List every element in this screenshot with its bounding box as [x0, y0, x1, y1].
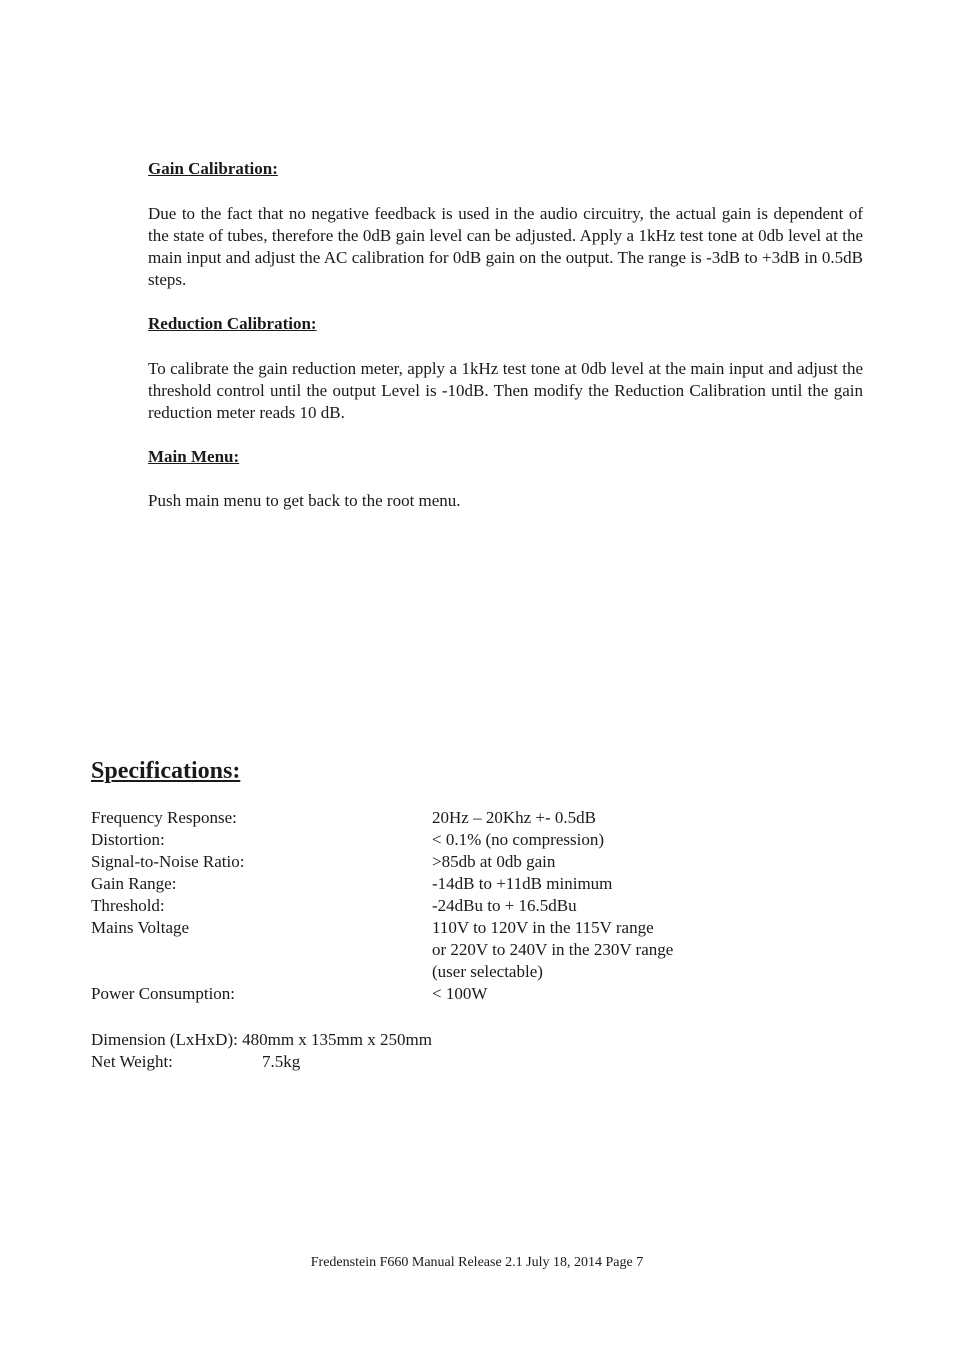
spec-label: Signal-to-Noise Ratio: [91, 852, 245, 871]
spec-value: < 0.1% (no compression) [432, 830, 605, 849]
spec-row [91, 961, 791, 983]
dimension-row [91, 1029, 432, 1051]
gain-calibration-heading: Gain Calibration: [148, 159, 278, 178]
weight-row [91, 1051, 432, 1073]
spec-row [91, 829, 791, 851]
spec-value: 20Hz – 20Khz +- 0.5dB [432, 808, 596, 827]
page-footer: Fredenstein F660 Manual Release 2.1 July 18, 2014 Page 7 [310, 1255, 644, 1270]
spec-value: (user selectable) [432, 962, 543, 981]
main-menu-text: Push main menu to get back to the root menu. [148, 491, 461, 510]
spec-value: < 100W [432, 984, 488, 1003]
spec-row [91, 873, 791, 895]
gain-calibration-text: Due to the fact that no negative feedback is used in the audio circuitry, the actual gain is dependent of the state of tubes, therefore the 0dB gain level can be adjusted. Apply a 1kHz test tone at 0db level at the main input and adjust the AC calibration for 0dB gain on the output. The range is -3dB to +3dB in 0.5dB steps. [148, 204, 863, 289]
weight-label: Net Weight: [91, 1052, 173, 1071]
spec-value: -14dB to +11dB minimum [432, 874, 613, 893]
spec-value: >85db at 0db gain [432, 852, 556, 871]
spec-label: Frequency Response: [91, 808, 237, 827]
spec-label: Mains Voltage [91, 918, 190, 937]
dimensions-block [91, 1029, 432, 1073]
spec-label [91, 939, 432, 961]
main-menu-heading: Main Menu: [148, 447, 240, 466]
spec-value: or 220V to 240V in the 230V range [432, 940, 674, 959]
spec-row [91, 851, 791, 873]
spec-row [91, 983, 791, 1005]
spec-label: Threshold: [91, 896, 165, 915]
dimension-value: 480mm x 135mm x 250mm [242, 1030, 432, 1049]
specifications-title: Specifications: [91, 758, 241, 784]
reduction-calibration-text: To calibrate the gain reduction meter, apply a 1kHz test tone at 0db level at the main input and adjust the threshold control until the output Level is -10dB. Then modify the Reduction Calibration until the gain reduction meter reads 10 dB. [148, 359, 863, 422]
specifications-table [91, 807, 791, 1005]
spec-label [91, 961, 432, 983]
spec-label: Gain Range: [91, 874, 177, 893]
spec-value: -24dBu to + 16.5dBu [432, 896, 577, 915]
weight-value: 7.5kg [262, 1052, 301, 1071]
spec-label: Distortion: [91, 830, 165, 849]
spec-row [91, 895, 791, 917]
spec-row [91, 939, 791, 961]
spec-row [91, 917, 791, 939]
spec-row [91, 807, 791, 829]
spec-value: 110V to 120V in the 115V range [432, 918, 654, 937]
spec-label: Power Consumption: [91, 984, 236, 1003]
reduction-calibration-heading: Reduction Calibration: [148, 314, 317, 333]
dimension-label: Dimension (LxHxD): [91, 1030, 243, 1049]
